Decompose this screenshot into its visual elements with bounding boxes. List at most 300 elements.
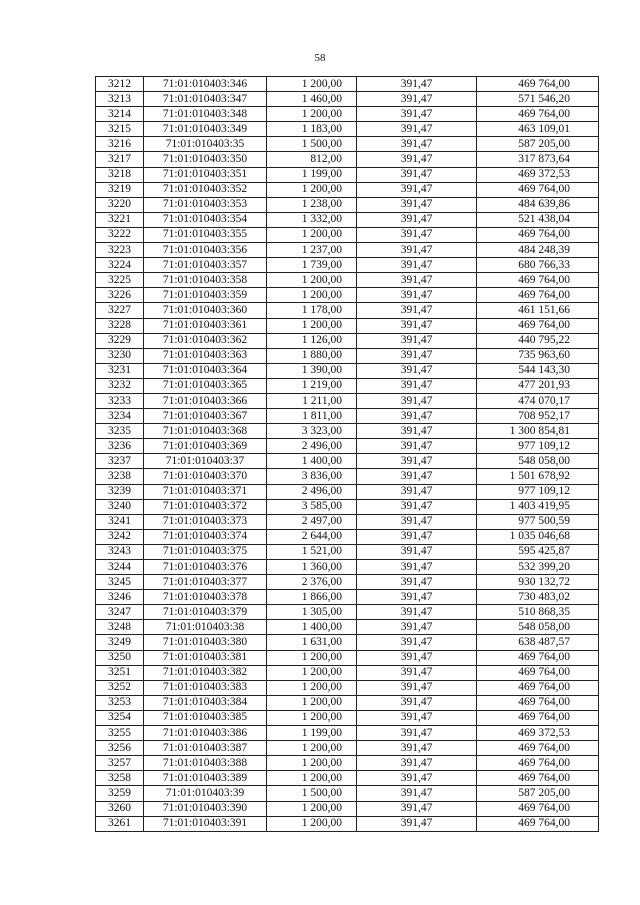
cadastral-value-cell: 469 764,00 bbox=[477, 741, 599, 756]
row-number-cell: 3214 bbox=[96, 107, 144, 122]
area-cell: 1 200,00 bbox=[267, 107, 357, 122]
row-number-cell: 3243 bbox=[96, 544, 144, 559]
area-cell: 1 739,00 bbox=[267, 258, 357, 273]
row-number-cell: 3217 bbox=[96, 152, 144, 167]
specific-value-cell: 391,47 bbox=[357, 107, 477, 122]
specific-value-cell: 391,47 bbox=[357, 318, 477, 333]
specific-value-cell: 391,47 bbox=[357, 590, 477, 605]
cadastral-value-cell: 977 109,12 bbox=[477, 439, 599, 454]
table-row bbox=[96, 544, 599, 559]
cadastral-number-cell: 71:01:010403:385 bbox=[144, 710, 267, 725]
specific-value-cell: 391,47 bbox=[357, 167, 477, 182]
table-row bbox=[96, 424, 599, 439]
cadastral-value-cell: 469 764,00 bbox=[477, 182, 599, 197]
cadastral-number-cell: 71:01:010403:390 bbox=[144, 801, 267, 816]
table-row bbox=[96, 439, 599, 454]
row-number-cell: 3259 bbox=[96, 786, 144, 801]
specific-value-cell: 391,47 bbox=[357, 605, 477, 620]
cadastral-value-cell: 317 873,64 bbox=[477, 152, 599, 167]
area-cell: 1 521,00 bbox=[267, 544, 357, 559]
cadastral-number-cell: 71:01:010403:37 bbox=[144, 454, 267, 469]
area-cell: 1 305,00 bbox=[267, 605, 357, 620]
specific-value-cell: 391,47 bbox=[357, 514, 477, 529]
cadastral-number-cell: 71:01:010403:356 bbox=[144, 243, 267, 258]
specific-value-cell: 391,47 bbox=[357, 695, 477, 710]
specific-value-cell: 391,47 bbox=[357, 620, 477, 635]
cadastral-number-cell: 71:01:010403:379 bbox=[144, 605, 267, 620]
cadastral-value-cell: 469 764,00 bbox=[477, 695, 599, 710]
area-cell: 1 811,00 bbox=[267, 409, 357, 424]
table-row bbox=[96, 484, 599, 499]
row-number-cell: 3257 bbox=[96, 756, 144, 771]
cadastral-number-cell: 71:01:010403:38 bbox=[144, 620, 267, 635]
cadastral-number-cell: 71:01:010403:391 bbox=[144, 816, 267, 831]
table-row bbox=[96, 665, 599, 680]
cadastral-value-cell: 440 795,22 bbox=[477, 333, 599, 348]
cadastral-value-cell: 1 403 419,95 bbox=[477, 499, 599, 514]
specific-value-cell: 391,47 bbox=[357, 439, 477, 454]
specific-value-cell: 391,47 bbox=[357, 137, 477, 152]
cadastral-value-cell: 463 109,01 bbox=[477, 122, 599, 137]
cadastral-value-cell: 469 764,00 bbox=[477, 318, 599, 333]
row-number-cell: 3227 bbox=[96, 303, 144, 318]
specific-value-cell: 391,47 bbox=[357, 665, 477, 680]
specific-value-cell: 391,47 bbox=[357, 710, 477, 725]
table-row bbox=[96, 499, 599, 514]
specific-value-cell: 391,47 bbox=[357, 680, 477, 695]
row-number-cell: 3258 bbox=[96, 771, 144, 786]
cadastral-value-cell: 595 425,87 bbox=[477, 544, 599, 559]
area-cell: 1 200,00 bbox=[267, 288, 357, 303]
cadastral-number-cell: 71:01:010403:369 bbox=[144, 439, 267, 454]
cadastral-number-cell: 71:01:010403:362 bbox=[144, 333, 267, 348]
row-number-cell: 3232 bbox=[96, 378, 144, 393]
cadastral-number-cell: 71:01:010403:389 bbox=[144, 771, 267, 786]
cadastral-value-cell: 469 764,00 bbox=[477, 816, 599, 831]
specific-value-cell: 391,47 bbox=[357, 212, 477, 227]
table-row bbox=[96, 137, 599, 152]
specific-value-cell: 391,47 bbox=[357, 92, 477, 107]
cadastral-number-cell: 71:01:010403:357 bbox=[144, 258, 267, 273]
area-cell: 1 400,00 bbox=[267, 620, 357, 635]
specific-value-cell: 391,47 bbox=[357, 635, 477, 650]
cadastral-number-cell: 71:01:010403:348 bbox=[144, 107, 267, 122]
specific-value-cell: 391,47 bbox=[357, 454, 477, 469]
cadastral-number-cell: 71:01:010403:372 bbox=[144, 499, 267, 514]
table-row bbox=[96, 650, 599, 665]
table-row bbox=[96, 529, 599, 544]
cadastral-number-cell: 71:01:010403:366 bbox=[144, 393, 267, 408]
table-row bbox=[96, 348, 599, 363]
cadastral-number-cell: 71:01:010403:358 bbox=[144, 273, 267, 288]
cadastral-number-cell: 71:01:010403:35 bbox=[144, 137, 267, 152]
cadastral-number-cell: 71:01:010403:354 bbox=[144, 212, 267, 227]
area-cell: 1 199,00 bbox=[267, 726, 357, 741]
area-cell: 1 200,00 bbox=[267, 227, 357, 242]
area-cell: 1 460,00 bbox=[267, 92, 357, 107]
cadastral-value-cell: 1 035 046,68 bbox=[477, 529, 599, 544]
table-row bbox=[96, 92, 599, 107]
row-number-cell: 3220 bbox=[96, 197, 144, 212]
cadastral-value-cell: 469 764,00 bbox=[477, 680, 599, 695]
specific-value-cell: 391,47 bbox=[357, 741, 477, 756]
area-cell: 1 500,00 bbox=[267, 786, 357, 801]
cadastral-number-cell: 71:01:010403:384 bbox=[144, 695, 267, 710]
specific-value-cell: 391,47 bbox=[357, 575, 477, 590]
specific-value-cell: 391,47 bbox=[357, 243, 477, 258]
specific-value-cell: 391,47 bbox=[357, 258, 477, 273]
table-row bbox=[96, 680, 599, 695]
specific-value-cell: 391,47 bbox=[357, 197, 477, 212]
cadastral-number-cell: 71:01:010403:373 bbox=[144, 514, 267, 529]
table-row bbox=[96, 333, 599, 348]
specific-value-cell: 391,47 bbox=[357, 499, 477, 514]
row-number-cell: 3250 bbox=[96, 650, 144, 665]
row-number-cell: 3228 bbox=[96, 318, 144, 333]
specific-value-cell: 391,47 bbox=[357, 469, 477, 484]
cadastral-value-cell: 474 070,17 bbox=[477, 393, 599, 408]
cadastral-number-cell: 71:01:010403:370 bbox=[144, 469, 267, 484]
row-number-cell: 3256 bbox=[96, 741, 144, 756]
cadastral-number-cell: 71:01:010403:380 bbox=[144, 635, 267, 650]
row-number-cell: 3234 bbox=[96, 409, 144, 424]
row-number-cell: 3224 bbox=[96, 258, 144, 273]
area-cell: 3 323,00 bbox=[267, 424, 357, 439]
cadastral-value-cell: 484 639,86 bbox=[477, 197, 599, 212]
area-cell: 1 200,00 bbox=[267, 756, 357, 771]
cadastral-number-cell: 71:01:010403:387 bbox=[144, 741, 267, 756]
cadastral-value-cell: 477 201,93 bbox=[477, 378, 599, 393]
cadastral-value-cell: 544 143,30 bbox=[477, 363, 599, 378]
cadastral-number-cell: 71:01:010403:39 bbox=[144, 786, 267, 801]
specific-value-cell: 391,47 bbox=[357, 816, 477, 831]
row-number-cell: 3231 bbox=[96, 363, 144, 378]
area-cell: 1 200,00 bbox=[267, 741, 357, 756]
specific-value-cell: 391,47 bbox=[357, 288, 477, 303]
area-cell: 1 500,00 bbox=[267, 137, 357, 152]
table-row bbox=[96, 212, 599, 227]
table-row bbox=[96, 122, 599, 137]
specific-value-cell: 391,47 bbox=[357, 227, 477, 242]
cadastral-value-cell: 469 372,53 bbox=[477, 167, 599, 182]
cadastral-number-cell: 71:01:010403:375 bbox=[144, 544, 267, 559]
table-row bbox=[96, 469, 599, 484]
specific-value-cell: 391,47 bbox=[357, 650, 477, 665]
area-cell: 1 200,00 bbox=[267, 665, 357, 680]
area-cell: 1 332,00 bbox=[267, 212, 357, 227]
area-cell: 1 219,00 bbox=[267, 378, 357, 393]
cadastral-number-cell: 71:01:010403:361 bbox=[144, 318, 267, 333]
area-cell: 812,00 bbox=[267, 152, 357, 167]
table-row bbox=[96, 167, 599, 182]
cadastral-value-cell: 469 764,00 bbox=[477, 107, 599, 122]
cadastral-number-cell: 71:01:010403:368 bbox=[144, 424, 267, 439]
table-row bbox=[96, 243, 599, 258]
row-number-cell: 3218 bbox=[96, 167, 144, 182]
cadastral-value-cell: 708 952,17 bbox=[477, 409, 599, 424]
table-row bbox=[96, 258, 599, 273]
row-number-cell: 3241 bbox=[96, 514, 144, 529]
cadastral-value-cell: 469 372,53 bbox=[477, 726, 599, 741]
cadastral-value-cell: 469 764,00 bbox=[477, 756, 599, 771]
table-row bbox=[96, 695, 599, 710]
cadastral-value-cell: 930 132,72 bbox=[477, 575, 599, 590]
row-number-cell: 3261 bbox=[96, 816, 144, 831]
table-row bbox=[96, 620, 599, 635]
specific-value-cell: 391,47 bbox=[357, 122, 477, 137]
specific-value-cell: 391,47 bbox=[357, 77, 477, 92]
cadastral-value-cell: 469 764,00 bbox=[477, 227, 599, 242]
cadastral-value-cell: 977 109,12 bbox=[477, 484, 599, 499]
cadastral-number-cell: 71:01:010403:349 bbox=[144, 122, 267, 137]
cadastral-number-cell: 71:01:010403:381 bbox=[144, 650, 267, 665]
row-number-cell: 3235 bbox=[96, 424, 144, 439]
area-cell: 1 200,00 bbox=[267, 771, 357, 786]
cadastral-value-cell: 469 764,00 bbox=[477, 650, 599, 665]
row-number-cell: 3238 bbox=[96, 469, 144, 484]
area-cell: 1 200,00 bbox=[267, 801, 357, 816]
area-cell: 1 200,00 bbox=[267, 695, 357, 710]
area-cell: 1 200,00 bbox=[267, 816, 357, 831]
specific-value-cell: 391,47 bbox=[357, 771, 477, 786]
row-number-cell: 3215 bbox=[96, 122, 144, 137]
specific-value-cell: 391,47 bbox=[357, 363, 477, 378]
table-row bbox=[96, 816, 599, 831]
cadastral-value-cell: 469 764,00 bbox=[477, 710, 599, 725]
cadastral-value-cell: 461 151,66 bbox=[477, 303, 599, 318]
specific-value-cell: 391,47 bbox=[357, 409, 477, 424]
area-cell: 1 200,00 bbox=[267, 182, 357, 197]
cadastral-value-cell: 1 300 854,81 bbox=[477, 424, 599, 439]
area-cell: 1 178,00 bbox=[267, 303, 357, 318]
cadastral-number-cell: 71:01:010403:346 bbox=[144, 77, 267, 92]
cadastral-number-cell: 71:01:010403:353 bbox=[144, 197, 267, 212]
cadastral-value-cell: 730 483,02 bbox=[477, 590, 599, 605]
area-cell: 1 200,00 bbox=[267, 273, 357, 288]
cadastral-number-cell: 71:01:010403:376 bbox=[144, 560, 267, 575]
cadastral-value-cell: 521 438,04 bbox=[477, 212, 599, 227]
page-number: 58 bbox=[314, 52, 326, 64]
specific-value-cell: 391,47 bbox=[357, 378, 477, 393]
cadastral-value-cell: 469 764,00 bbox=[477, 288, 599, 303]
row-number-cell: 3254 bbox=[96, 710, 144, 725]
row-number-cell: 3213 bbox=[96, 92, 144, 107]
specific-value-cell: 391,47 bbox=[357, 726, 477, 741]
row-number-cell: 3216 bbox=[96, 137, 144, 152]
specific-value-cell: 391,47 bbox=[357, 303, 477, 318]
row-number-cell: 3247 bbox=[96, 605, 144, 620]
cadastral-number-cell: 71:01:010403:363 bbox=[144, 348, 267, 363]
cadastral-value-cell: 469 764,00 bbox=[477, 77, 599, 92]
cadastral-value-cell: 587 205,00 bbox=[477, 786, 599, 801]
table-row bbox=[96, 514, 599, 529]
specific-value-cell: 391,47 bbox=[357, 560, 477, 575]
table-row bbox=[96, 273, 599, 288]
row-number-cell: 3246 bbox=[96, 590, 144, 605]
cadastral-number-cell: 71:01:010403:386 bbox=[144, 726, 267, 741]
row-number-cell: 3212 bbox=[96, 77, 144, 92]
row-number-cell: 3251 bbox=[96, 665, 144, 680]
row-number-cell: 3225 bbox=[96, 273, 144, 288]
area-cell: 1 200,00 bbox=[267, 77, 357, 92]
table-row bbox=[96, 152, 599, 167]
row-number-cell: 3233 bbox=[96, 393, 144, 408]
table-row bbox=[96, 288, 599, 303]
table-row bbox=[96, 77, 599, 92]
cadastral-number-cell: 71:01:010403:360 bbox=[144, 303, 267, 318]
specific-value-cell: 391,47 bbox=[357, 756, 477, 771]
cadastral-value-cell: 638 487,57 bbox=[477, 635, 599, 650]
table-row bbox=[96, 605, 599, 620]
cadastral-value-cell: 532 399,20 bbox=[477, 560, 599, 575]
table-row bbox=[96, 710, 599, 725]
specific-value-cell: 391,47 bbox=[357, 333, 477, 348]
cadastral-number-cell: 71:01:010403:359 bbox=[144, 288, 267, 303]
cadastral-value-cell: 587 205,00 bbox=[477, 137, 599, 152]
row-number-cell: 3252 bbox=[96, 680, 144, 695]
table-row bbox=[96, 590, 599, 605]
area-cell: 2 376,00 bbox=[267, 575, 357, 590]
specific-value-cell: 391,47 bbox=[357, 801, 477, 816]
cadastral-value-table bbox=[95, 76, 599, 832]
area-cell: 1 238,00 bbox=[267, 197, 357, 212]
table-row bbox=[96, 756, 599, 771]
row-number-cell: 3249 bbox=[96, 635, 144, 650]
area-cell: 3 585,00 bbox=[267, 499, 357, 514]
area-cell: 1 631,00 bbox=[267, 635, 357, 650]
cadastral-value-cell: 571 546,20 bbox=[477, 92, 599, 107]
row-number-cell: 3237 bbox=[96, 454, 144, 469]
row-number-cell: 3221 bbox=[96, 212, 144, 227]
cadastral-number-cell: 71:01:010403:351 bbox=[144, 167, 267, 182]
cadastral-number-cell: 71:01:010403:355 bbox=[144, 227, 267, 242]
specific-value-cell: 391,47 bbox=[357, 544, 477, 559]
row-number-cell: 3245 bbox=[96, 575, 144, 590]
area-cell: 1 200,00 bbox=[267, 650, 357, 665]
row-number-cell: 3230 bbox=[96, 348, 144, 363]
area-cell: 1 866,00 bbox=[267, 590, 357, 605]
cadastral-value-cell: 977 500,59 bbox=[477, 514, 599, 529]
area-cell: 1 390,00 bbox=[267, 363, 357, 378]
cadastral-number-cell: 71:01:010403:378 bbox=[144, 590, 267, 605]
table-row bbox=[96, 635, 599, 650]
area-cell: 1 183,00 bbox=[267, 122, 357, 137]
table-row bbox=[96, 378, 599, 393]
table-row bbox=[96, 560, 599, 575]
area-cell: 1 880,00 bbox=[267, 348, 357, 363]
cadastral-value-cell: 510 868,35 bbox=[477, 605, 599, 620]
cadastral-number-cell: 71:01:010403:364 bbox=[144, 363, 267, 378]
table-row bbox=[96, 303, 599, 318]
area-cell: 2 496,00 bbox=[267, 439, 357, 454]
cadastral-number-cell: 71:01:010403:388 bbox=[144, 756, 267, 771]
cadastral-number-cell: 71:01:010403:352 bbox=[144, 182, 267, 197]
cadastral-value-cell: 548 058,00 bbox=[477, 454, 599, 469]
area-cell: 1 211,00 bbox=[267, 393, 357, 408]
area-cell: 3 836,00 bbox=[267, 469, 357, 484]
row-number-cell: 3223 bbox=[96, 243, 144, 258]
row-number-cell: 3240 bbox=[96, 499, 144, 514]
cadastral-number-cell: 71:01:010403:377 bbox=[144, 575, 267, 590]
cadastral-number-cell: 71:01:010403:383 bbox=[144, 680, 267, 695]
row-number-cell: 3242 bbox=[96, 529, 144, 544]
table-row bbox=[96, 726, 599, 741]
table-row bbox=[96, 741, 599, 756]
table-row bbox=[96, 801, 599, 816]
cadastral-number-cell: 71:01:010403:347 bbox=[144, 92, 267, 107]
cadastral-value-cell: 469 764,00 bbox=[477, 801, 599, 816]
table-row bbox=[96, 318, 599, 333]
table-row bbox=[96, 575, 599, 590]
specific-value-cell: 391,47 bbox=[357, 529, 477, 544]
table-row bbox=[96, 363, 599, 378]
table-row bbox=[96, 393, 599, 408]
cadastral-value-cell: 469 764,00 bbox=[477, 665, 599, 680]
row-number-cell: 3239 bbox=[96, 484, 144, 499]
cadastral-value-cell: 680 766,33 bbox=[477, 258, 599, 273]
area-cell: 1 360,00 bbox=[267, 560, 357, 575]
specific-value-cell: 391,47 bbox=[357, 273, 477, 288]
cadastral-number-cell: 71:01:010403:382 bbox=[144, 665, 267, 680]
specific-value-cell: 391,47 bbox=[357, 152, 477, 167]
specific-value-cell: 391,47 bbox=[357, 484, 477, 499]
row-number-cell: 3229 bbox=[96, 333, 144, 348]
row-number-cell: 3253 bbox=[96, 695, 144, 710]
area-cell: 1 199,00 bbox=[267, 167, 357, 182]
table-row bbox=[96, 409, 599, 424]
row-number-cell: 3222 bbox=[96, 227, 144, 242]
cadastral-value-cell: 469 764,00 bbox=[477, 273, 599, 288]
specific-value-cell: 391,47 bbox=[357, 348, 477, 363]
row-number-cell: 3244 bbox=[96, 560, 144, 575]
area-cell: 1 200,00 bbox=[267, 710, 357, 725]
area-cell: 2 497,00 bbox=[267, 514, 357, 529]
area-cell: 1 237,00 bbox=[267, 243, 357, 258]
cadastral-value-cell: 735 963,60 bbox=[477, 348, 599, 363]
specific-value-cell: 391,47 bbox=[357, 786, 477, 801]
cadastral-number-cell: 71:01:010403:367 bbox=[144, 409, 267, 424]
table-row bbox=[96, 107, 599, 122]
table-row bbox=[96, 454, 599, 469]
area-cell: 2 644,00 bbox=[267, 529, 357, 544]
specific-value-cell: 391,47 bbox=[357, 424, 477, 439]
cadastral-value-cell: 484 248,39 bbox=[477, 243, 599, 258]
area-cell: 1 400,00 bbox=[267, 454, 357, 469]
table-body bbox=[96, 77, 599, 832]
specific-value-cell: 391,47 bbox=[357, 182, 477, 197]
table-row bbox=[96, 197, 599, 212]
table-row bbox=[96, 182, 599, 197]
area-cell: 1 200,00 bbox=[267, 680, 357, 695]
cadastral-value-cell: 469 764,00 bbox=[477, 771, 599, 786]
table-row bbox=[96, 786, 599, 801]
area-cell: 1 126,00 bbox=[267, 333, 357, 348]
cadastral-value-cell: 1 501 678,92 bbox=[477, 469, 599, 484]
area-cell: 2 496,00 bbox=[267, 484, 357, 499]
row-number-cell: 3255 bbox=[96, 726, 144, 741]
specific-value-cell: 391,47 bbox=[357, 393, 477, 408]
row-number-cell: 3226 bbox=[96, 288, 144, 303]
cadastral-number-cell: 71:01:010403:365 bbox=[144, 378, 267, 393]
cadastral-value-cell: 548 058,00 bbox=[477, 620, 599, 635]
row-number-cell: 3236 bbox=[96, 439, 144, 454]
row-number-cell: 3248 bbox=[96, 620, 144, 635]
row-number-cell: 3219 bbox=[96, 182, 144, 197]
area-cell: 1 200,00 bbox=[267, 318, 357, 333]
table-row bbox=[96, 227, 599, 242]
cadastral-number-cell: 71:01:010403:350 bbox=[144, 152, 267, 167]
cadastral-number-cell: 71:01:010403:374 bbox=[144, 529, 267, 544]
